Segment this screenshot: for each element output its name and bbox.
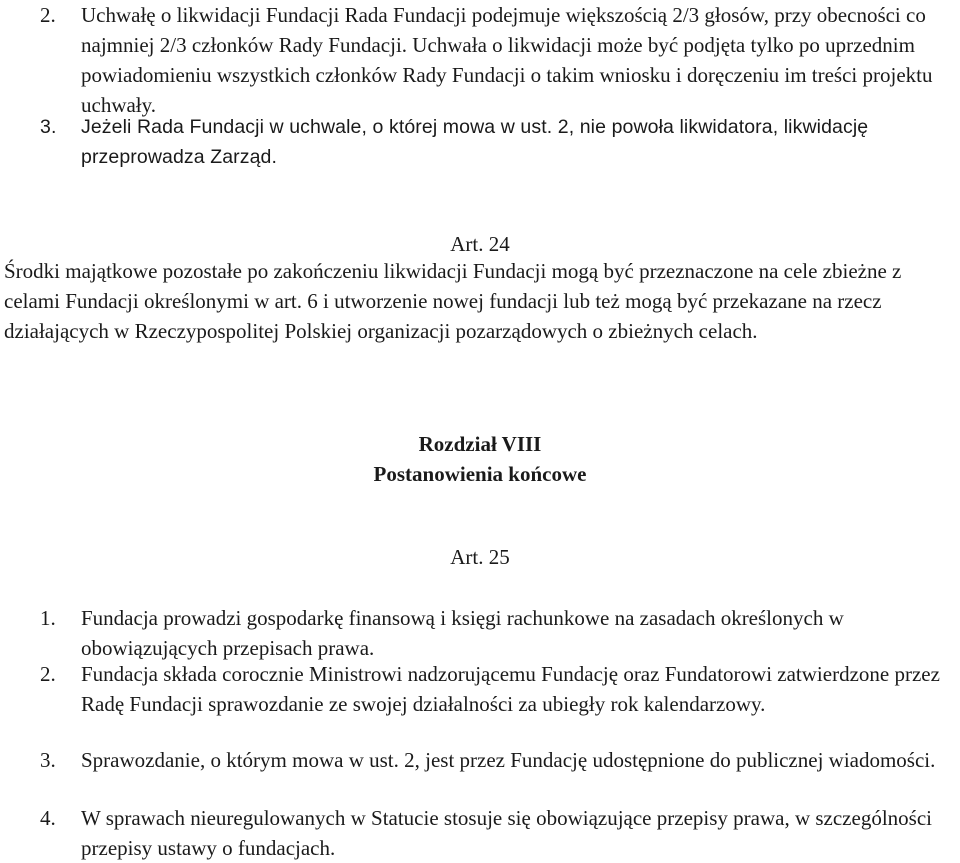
item-text: Sprawozdanie, o którym mowa w ust. 2, jest przez Fundację udostępnione do publicznej wiadomości. [81, 748, 936, 772]
chapter-number: Rozdział VIII [418, 432, 542, 456]
article-25-heading: Art. 25 [450, 545, 510, 569]
item-number: 2. [40, 3, 56, 27]
item-number: 4. [40, 806, 56, 830]
item-number: 1. [40, 606, 56, 630]
item-number: 2. [40, 662, 56, 686]
item-text: W sprawach nieuregulowanych w Statucie stosuje się obowiązujące przepisy prawa, w szczególności przepisy ustawy o fundacjach. [81, 806, 932, 860]
list-item [40, 659, 955, 719]
item-text: Fundacja składa corocznie Ministrowi nadzorującemu Fundację oraz Fundatorowi zatwierdzone przez Radę Fundacji sprawozdanie ze swojej działalności za ubiegły rok kalendarzowy. [81, 662, 940, 716]
item-number: 3. [40, 748, 56, 772]
list-item [40, 112, 955, 172]
item-text: Jeżeli Rada Fundacji w uchwale, o której mowa w ust. 2, nie powoła likwidatora, likwidację przeprowadza Zarząd. [81, 116, 869, 168]
item-text: Fundacja prowadzi gospodarkę finansową i księgi rachunkowe na zasadach określonych w obowiązujących przepisach prawa. [81, 606, 844, 660]
item-number: 3. [40, 116, 57, 138]
item-text: Uchwałę o likwidacji Fundacji Rada Fundacji podejmuje większością 2/3 głosów, przy obecności co najmniej 2/3 członków Rady Fundacji. Uchwała o likwidacji może być podjęta tylko po uprzednim powiadomieniu wszystkich członków Rady Fundacji o takim wniosku i doręczeniu im treści projektu uchwały. [81, 3, 933, 117]
list-item [40, 603, 955, 663]
article-24-text: Środki majątkowe pozostałe po zakończeniu likwidacji Fundacji mogą być przeznaczone na cele zbieżne z celami Fundacji określonymi w art. 6 i utworzenie nowej fundacji lub też mogą być przekazane na rzecz działających w Rzeczypospolitej Polskiej organizacji pozarządowych o zbieżnych celach. [4, 259, 902, 343]
article-24-heading: Art. 24 [450, 232, 510, 256]
list-item [40, 803, 955, 863]
list-item [40, 745, 955, 775]
chapter-title: Postanowienia końcowe [373, 462, 587, 486]
list-item [40, 0, 955, 120]
